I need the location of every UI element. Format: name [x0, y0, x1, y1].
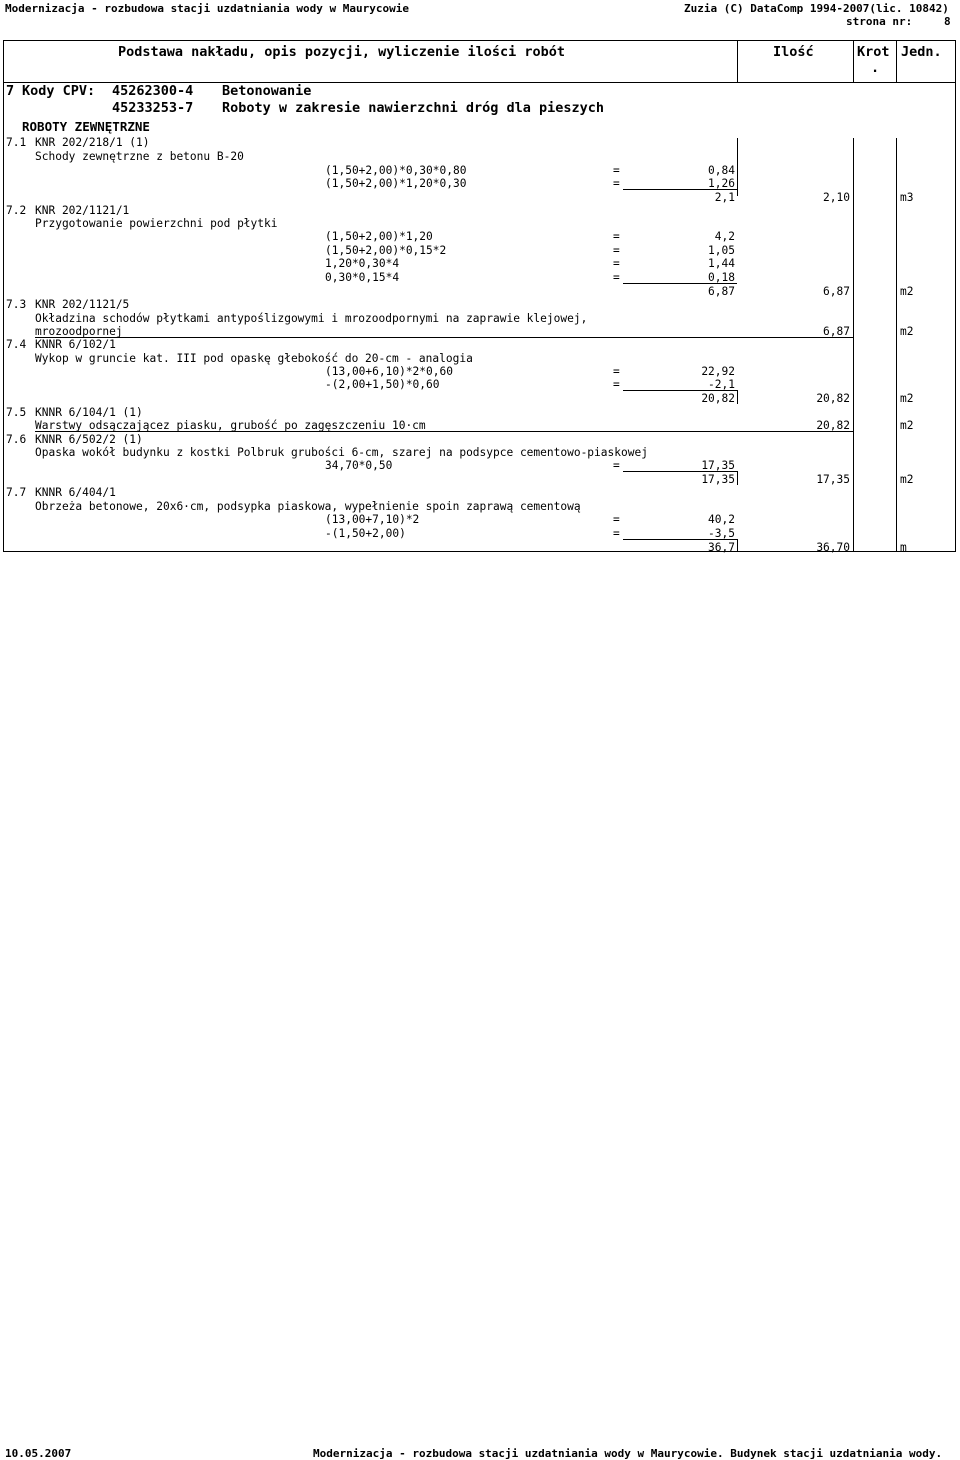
- calc-value: 1,44: [708, 257, 735, 270]
- col-divider-2: [853, 40, 854, 82]
- item-number: 7.3: [6, 298, 27, 311]
- cpv-code-2: 45233253-7: [112, 100, 194, 116]
- calc-value: 1,05: [708, 244, 735, 257]
- item-subtotal: 2,1: [714, 191, 735, 204]
- sum-divider: [737, 390, 738, 404]
- col-header-krot: Krot: [857, 44, 890, 60]
- calc-value: 0,18: [708, 271, 735, 284]
- item-basis: KNNR 6/502/2 (1): [35, 433, 143, 446]
- calc-equals: =: [613, 244, 620, 257]
- calc-expression: (1,50+2,00)*0,30*0,80: [325, 164, 467, 177]
- item-description-cont: mrozoodpornej: [35, 325, 123, 338]
- calc-expression: (13,00+6,10)*2*0,60: [325, 365, 453, 378]
- item-unit: m2: [900, 419, 914, 432]
- item-unit: m2: [900, 285, 914, 298]
- item-unit: m: [900, 541, 907, 554]
- item-underline: [35, 431, 853, 432]
- item-description: Warstwy odsączającez piasku, grubość po zagęszczeniu 10·cm: [35, 419, 426, 432]
- item-description: Schody zewnętrzne z betonu B-20: [35, 150, 244, 163]
- item-basis: KNR 202/1121/1: [35, 204, 130, 217]
- item-unit: m3: [900, 191, 914, 204]
- calc-equals: =: [613, 527, 620, 540]
- calc-expression: 34,70*0,50: [325, 459, 393, 472]
- item-number: 7.1: [6, 136, 27, 149]
- calc-expression: (1,50+2,00)*1,20: [325, 230, 433, 243]
- item-underline: [35, 337, 853, 338]
- item-quantity: 20,82: [816, 392, 850, 405]
- cpv-name-2: Roboty w zakresie nawierzchni dróg dla pieszych: [222, 100, 605, 116]
- cpv-name-1: Betonowanie: [222, 83, 312, 99]
- item-description: Wykop w gruncie kat. III pod opaskę głebokość do 20-cm - analogia: [35, 352, 473, 365]
- calc-equals: =: [613, 230, 620, 243]
- calc-equals: =: [613, 177, 620, 190]
- page-number: 8: [944, 15, 951, 28]
- item-number: 7.4: [6, 338, 27, 351]
- header-left: Modernizacja - rozbudowa stacji uzdatniania wody w Maurycowie: [5, 2, 409, 15]
- item-basis: KNR 202/1121/5: [35, 298, 130, 311]
- item-quantity: 6,87: [823, 285, 850, 298]
- col-header-unit: Jedn.: [901, 44, 942, 60]
- col-divider-body-3: [896, 138, 897, 552]
- header-right: Zuzia (C) DataComp 1994-2007(lic. 10842): [684, 2, 949, 15]
- calc-value: 17,35: [701, 459, 735, 472]
- calc-value: 0,84: [708, 164, 735, 177]
- item-unit: m2: [900, 473, 914, 486]
- item-quantity: 2,10: [823, 191, 850, 204]
- section-number: 7: [6, 83, 15, 99]
- calc-expression: 1,20*0,30*4: [325, 257, 400, 270]
- col-header-quantity: Ilość: [773, 44, 814, 60]
- col-divider-3: [896, 40, 897, 82]
- sum-underline: [623, 189, 737, 190]
- col-divider-1: [737, 40, 738, 82]
- item-number: 7.6: [6, 433, 27, 446]
- cpv-code-1: 45262300-4: [112, 83, 194, 99]
- col-divider-body: [737, 138, 738, 196]
- sum-underline: [623, 283, 737, 284]
- calc-expression: (13,00+7,10)*2: [325, 513, 420, 526]
- calc-value: -3,5: [708, 527, 735, 540]
- item-description: Przygotowanie powierzchni pod płytki: [35, 217, 278, 230]
- page-label: strona nr:: [846, 15, 913, 28]
- calc-value: 1,26: [708, 177, 735, 190]
- calc-equals: =: [613, 459, 620, 472]
- calc-equals: =: [613, 513, 620, 526]
- cpv-label: Kody CPV:: [22, 83, 96, 99]
- item-number: 7.5: [6, 406, 27, 419]
- sum-underline: [623, 471, 737, 472]
- sum-divider: [737, 539, 738, 552]
- col-divider-body-2: [853, 138, 854, 552]
- calc-value: 40,2: [708, 513, 735, 526]
- item-description: Opaska wokół budynku z kostki Polbruk grubości 6-cm, szarej na podsypce cementowo-piaskowej: [35, 446, 648, 459]
- item-basis: KNR 202/218/1 (1): [35, 136, 150, 149]
- item-subtotal: 36,7: [708, 541, 735, 554]
- calc-expression: -(2,00+1,50)*0,60: [325, 378, 440, 391]
- item-quantity: 36,70: [816, 541, 850, 554]
- item-subtotal: 6,87: [708, 285, 735, 298]
- calc-equals: =: [613, 271, 620, 284]
- sum-divider: [737, 471, 738, 485]
- calc-expression: (1,50+2,00)*0,15*2: [325, 244, 447, 257]
- calc-equals: =: [613, 378, 620, 391]
- item-subtotal: 20,82: [701, 392, 735, 405]
- calc-expression: (1,50+2,00)*1,20*0,30: [325, 177, 467, 190]
- item-quantity: 6,87: [823, 325, 850, 338]
- col-header-description: Podstawa nakładu, opis pozycji, wyliczenie ilości robót: [118, 44, 566, 60]
- item-description: Okładzina schodów płytkami antypoślizgowymi i mrozoodpornymi na zaprawie klejowej,: [35, 312, 588, 325]
- item-number: 7.7: [6, 486, 27, 499]
- item-description: Obrzeża betonowe, 20x6·cm, podsypka piaskowa, wypełnienie spoin zaprawą cementową: [35, 500, 581, 513]
- item-number: 7.2: [6, 204, 27, 217]
- item-quantity: 20,82: [816, 419, 850, 432]
- item-unit: m2: [900, 325, 914, 338]
- item-basis: KNNR 6/104/1 (1): [35, 406, 143, 419]
- item-basis: KNNR 6/404/1: [35, 486, 116, 499]
- col-header-krot-dot: .: [871, 60, 880, 76]
- calc-equals: =: [613, 257, 620, 270]
- calc-value: 22,92: [701, 365, 735, 378]
- sum-underline: [623, 390, 737, 391]
- calc-equals: =: [613, 164, 620, 177]
- calc-expression: 0,30*0,15*4: [325, 271, 400, 284]
- calc-equals: =: [613, 365, 620, 378]
- section-title: ROBOTY ZEWNĘTRZNE: [22, 119, 150, 134]
- item-basis: KNNR 6/102/1: [35, 338, 116, 351]
- item-quantity: 17,35: [816, 473, 850, 486]
- footer-date: 10.05.2007: [5, 1447, 72, 1460]
- calc-value: -2,1: [708, 378, 735, 391]
- item-unit: m2: [900, 392, 914, 405]
- sum-underline: [623, 539, 737, 540]
- calc-value: 4,2: [714, 230, 735, 243]
- item-subtotal: 17,35: [701, 473, 735, 486]
- calc-expression: -(1,50+2,00): [325, 527, 406, 540]
- footer-text: Modernizacja - rozbudowa stacji uzdatniania wody w Maurycowie. Budynek stacji uzdatniania wody.: [313, 1447, 943, 1460]
